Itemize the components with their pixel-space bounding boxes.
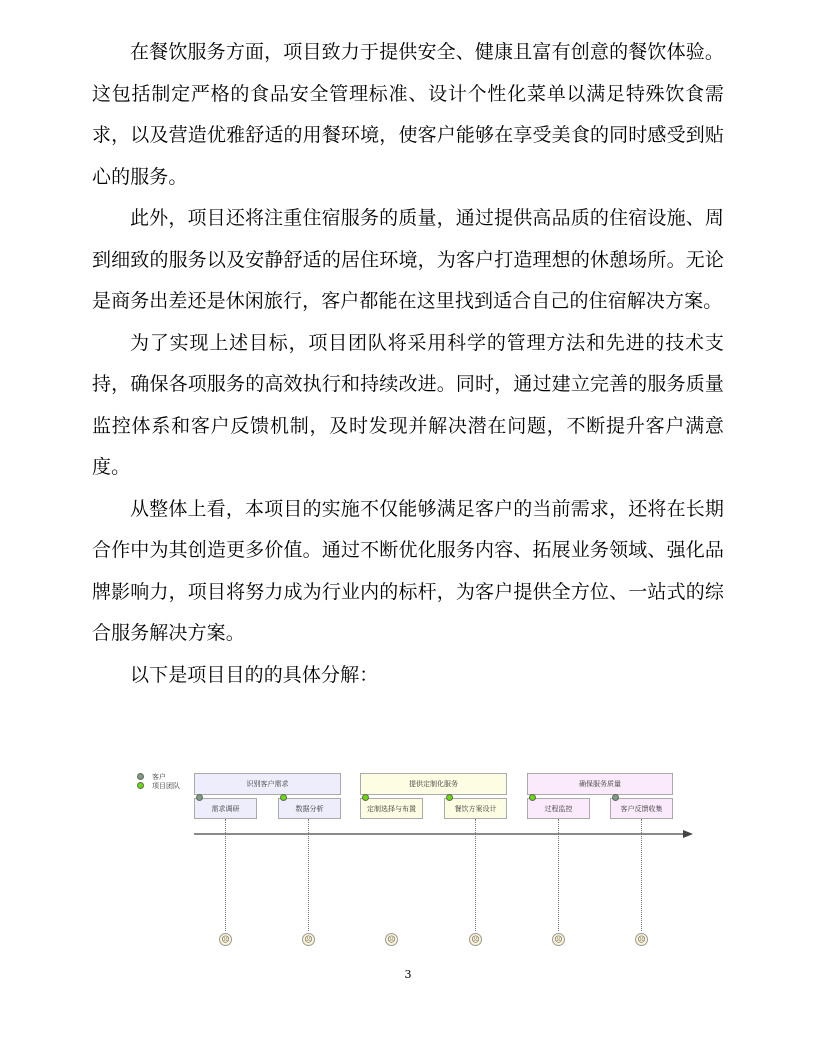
task-box: 餐饮方案设计 — [444, 798, 507, 819]
phase-box: 提供定制化服务 — [360, 773, 507, 795]
sad-face-icon: ☹ — [219, 933, 232, 946]
status-dot — [612, 794, 619, 801]
connector-line — [308, 819, 309, 931]
paragraph: 为了实现上述目标，项目团队将采用科学的管理方法和先进的技术支持，确保各项服务的高效执行和持续改进。同时，通过建立完善的服务质量监控体系和客户反馈机制，及时发现并解决潜在问题，不断提升客户满意度。 — [92, 331, 724, 478]
paragraph: 此外，项目还将注重住宿服务的质量，通过提供高品质的住宿设施、周到细致的服务以及安静舒适的居住环境，为客户打造理想的休憩场所。无论是商务出差还是休闲旅行，客户都能在这里找到适合自己的住宿解决方案。 — [92, 207, 724, 312]
status-dot — [362, 794, 369, 801]
paragraph: 在餐饮服务方面，项目致力于提供安全、健康且富有创意的餐饮体验。这包括制定严格的食品安全管理标准、设计个性化菜单以满足特殊饮食需求，以及营造优雅舒适的用餐环境，使客户能够在享受美食的同时感受到贴心的服务。 — [92, 41, 724, 188]
status-dot — [196, 794, 203, 801]
sad-face-icon: ☹ — [469, 933, 482, 946]
sad-face-icon: ☹ — [302, 933, 315, 946]
sad-face-icon: ☹ — [635, 933, 648, 946]
connector-line — [558, 819, 559, 931]
timeline-axis — [190, 828, 695, 840]
legend-dot-client — [137, 773, 144, 780]
connector-line — [641, 819, 642, 931]
task-box: 定制选择与布置 — [360, 798, 423, 819]
status-dot — [446, 794, 453, 801]
phase-box: 确保服务质量 — [527, 773, 673, 795]
status-dot — [529, 794, 536, 801]
page-number: 3 — [404, 968, 412, 981]
legend-label: 项目团队 — [152, 782, 180, 790]
legend-dot-team — [137, 782, 144, 789]
status-dot — [280, 794, 287, 801]
sad-face-icon: ☹ — [552, 933, 565, 946]
task-box: 数据分析 — [278, 798, 341, 819]
task-box: 需求调研 — [194, 798, 257, 819]
paragraph: 从整体上看，本项目的实施不仅能够满足客户的当前需求，还将在长期合作中为其创造更多价值。通过不断优化服务内容、拓展业务领域、强化品牌影响力，项目将努力成为行业内的标杆，为客户提供全方位、一站式的综合服务解决方案。 — [92, 497, 724, 644]
legend-label: 客户 — [152, 773, 166, 781]
paragraph: 以下是项目目的的具体分解： — [130, 663, 379, 686]
task-box: 客户反馈收集 — [610, 798, 673, 819]
task-box: 过程监控 — [527, 798, 590, 819]
connector-line — [475, 819, 476, 931]
sad-face-icon: ☹ — [385, 933, 398, 946]
connector-line — [225, 819, 226, 931]
phase-box: 识别客户需求 — [194, 773, 341, 795]
